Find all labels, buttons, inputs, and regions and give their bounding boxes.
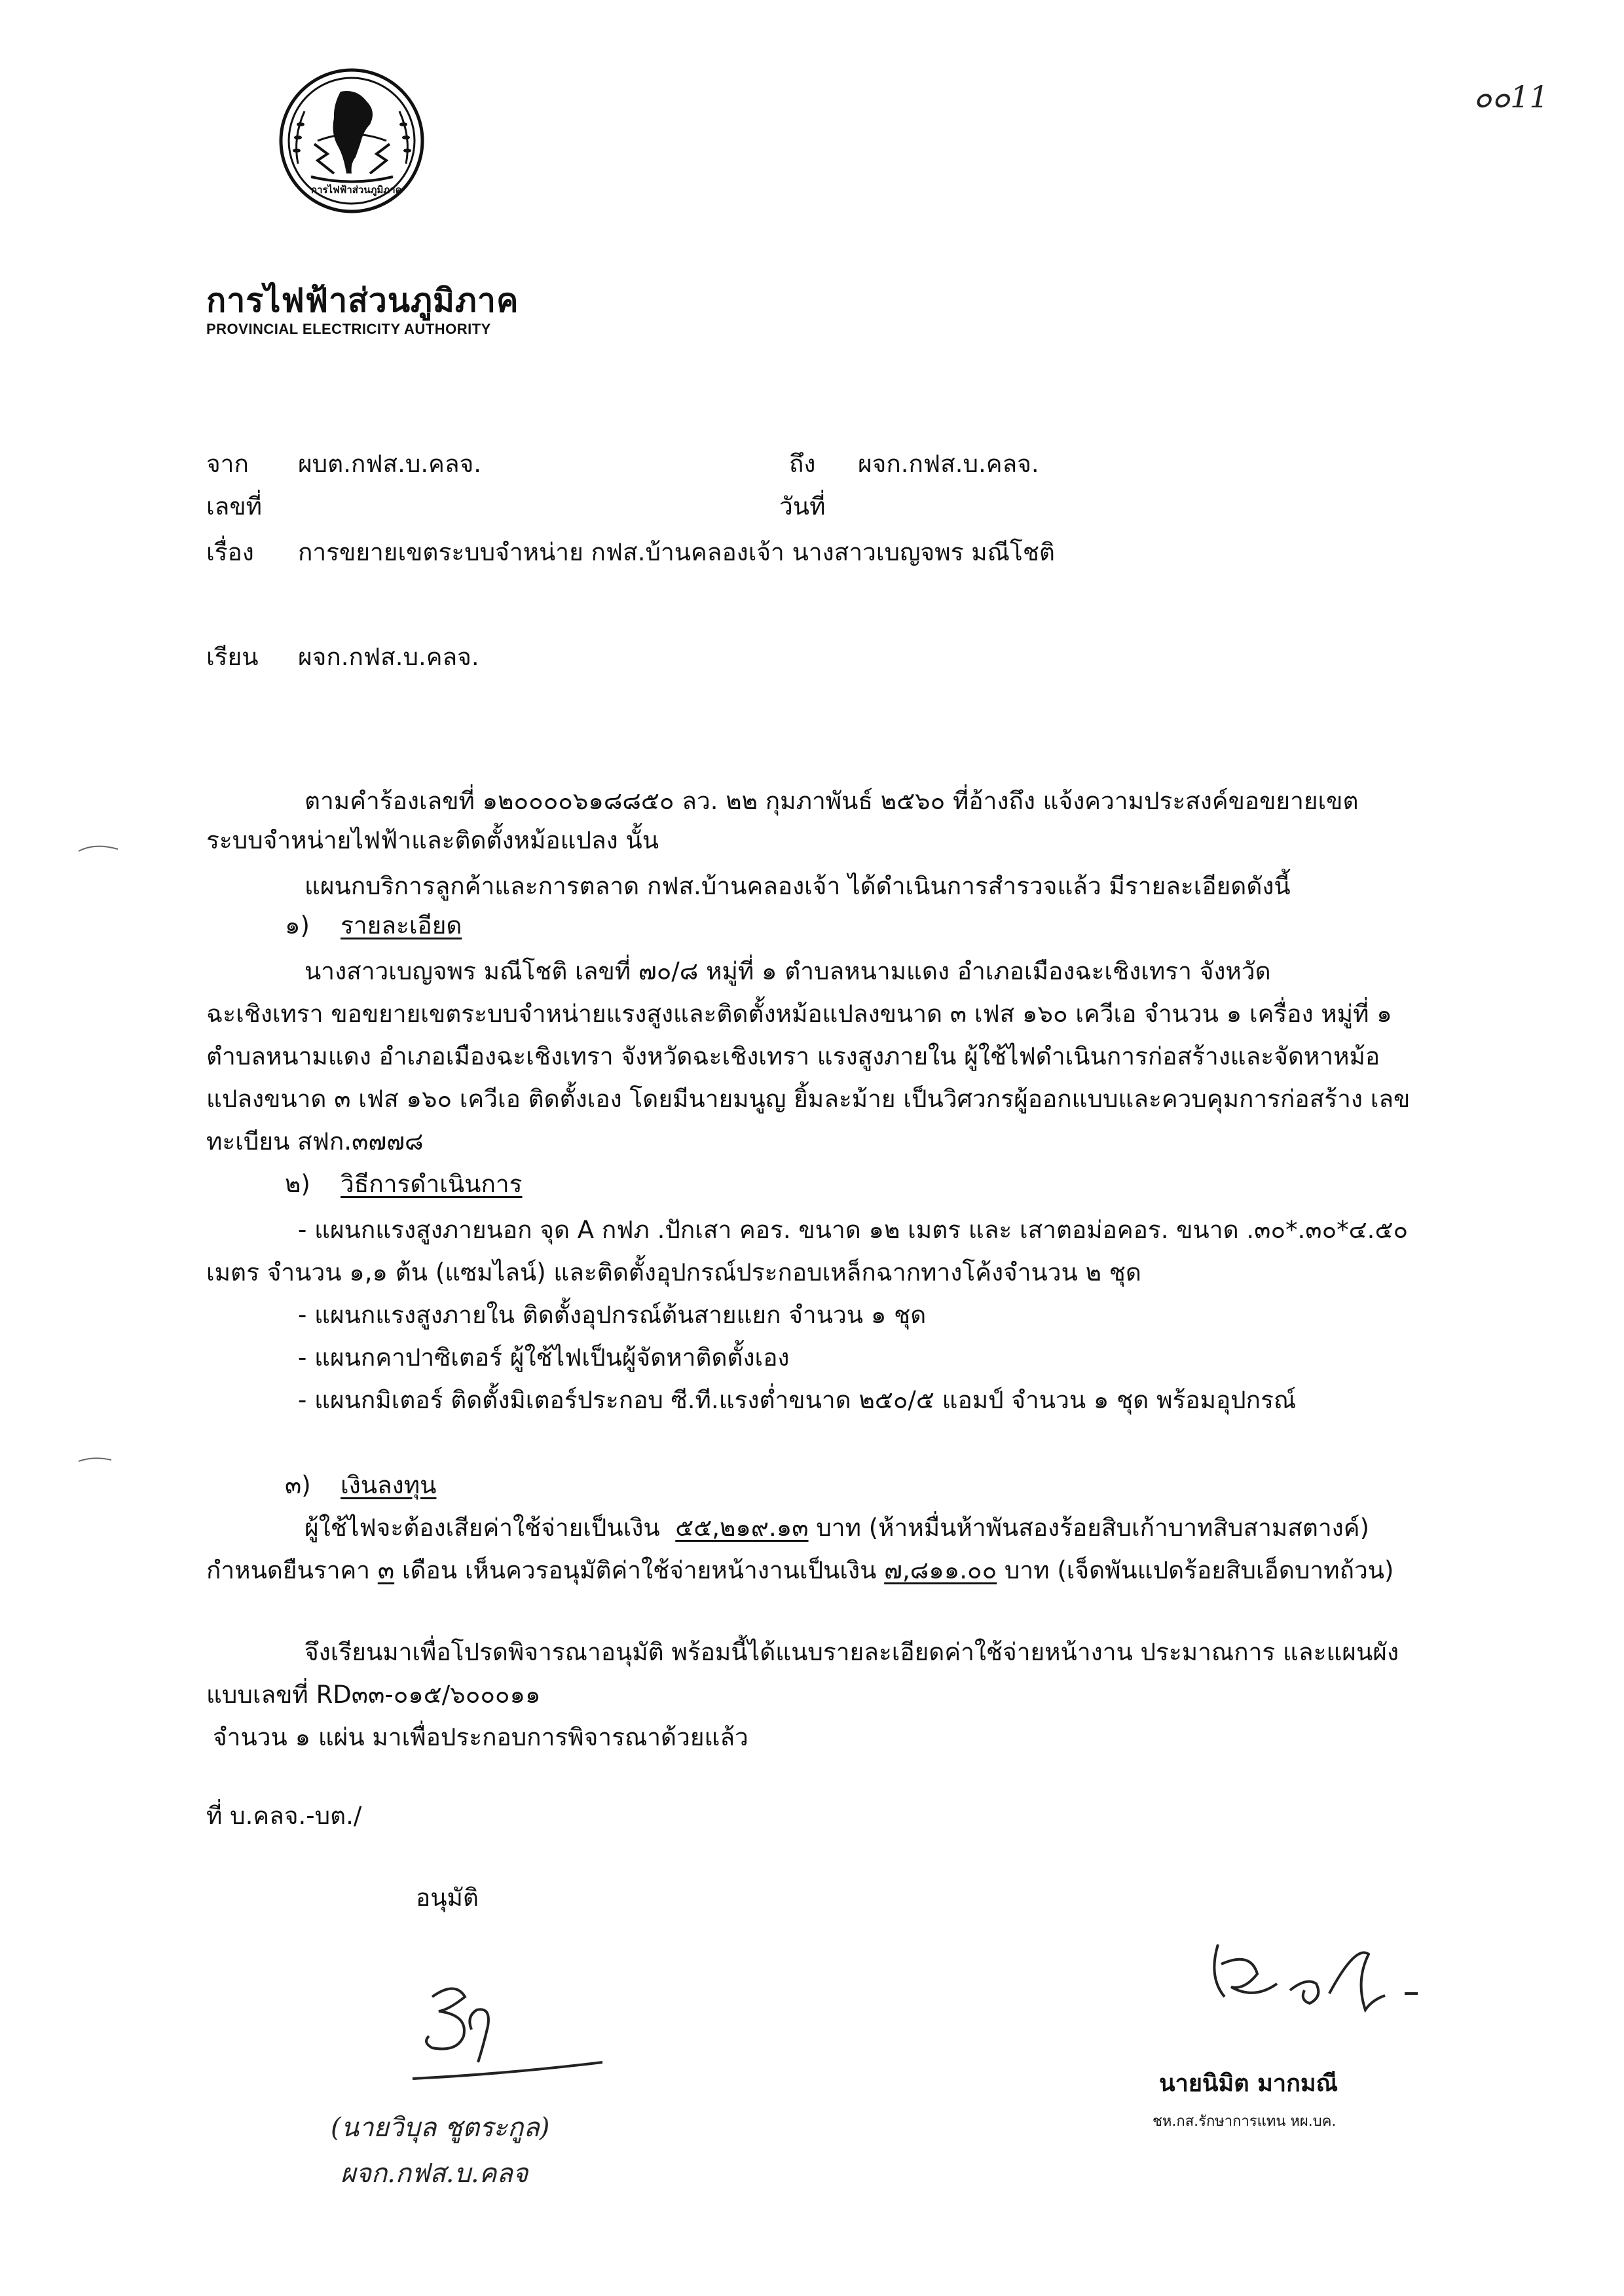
closing-line-1: จึงเรียนมาเพื่อโปรดพิจารณาอนุมัติ พร้อมนี้ได้แนบรายละเอียดค่าใช้จ่ายหน้างาน ประมาณการ และแผนผัง [304, 1638, 1399, 1666]
section-1-line-1: นางสาวเบญจพร มณีโชติ เลขที่ ๗๐/๘ หมู่ที่ ๑ ตำบลหนามแดง อำเภอเมืองฉะเชิงเทรา จังหวัด [304, 957, 1271, 985]
to-label: ถึง [789, 450, 816, 478]
section-3-line-1 [304, 1516, 1369, 1540]
from-label: จาก [206, 450, 249, 478]
closing-line-2: แบบเลขที่ RD๓๓-๐๑๕/๖๐๐๐๑๑ [206, 1681, 541, 1709]
approval-label: อนุมัติ [416, 1884, 479, 1912]
section-1-line-3: ตำบลหนามแดง อำเภอเมืองฉะเชิงเทรา จังหวัดฉะเชิงเทรา แรงสูงภายใน ผู้ใช้ไฟดำเนินการก่อสร้างและจัดหาหม้อ [206, 1042, 1380, 1070]
section-3-line-2 [206, 1558, 1393, 1582]
section-1-title: รายละเอียด [341, 911, 462, 939]
salutation-value: ผจก.กฟส.บ.คลจ. [298, 643, 479, 671]
site-cost-label: เดือน เห็นควรอนุมัติค่าใช้จ่ายหน้างานเป็นเงิน [401, 1556, 877, 1584]
right-signature [1192, 1918, 1434, 2049]
scan-mark [75, 1453, 115, 1467]
to-value: ผจก.กฟส.บ.คลจ. [858, 450, 1039, 478]
subject-value: การขยายเขตระบบจำหน่าย กฟส.บ้านคลองเจ้า นางสาวเบญจพร มณีโชติ [298, 538, 1055, 566]
price-validity-label: กำหนดยืนราคา [206, 1556, 371, 1584]
section-2-line-5: - แผนกมิเตอร์ ติดตั้งมิเตอร์ประกอบ ซี.ที.แรงต่ำขนาด ๒๕๐/๕ แอมป์ จำนวน ๑ ชุด พร้อมอุปกรณ์ [298, 1386, 1297, 1414]
section-2-line-4: - แผนกคาปาซิเตอร์ ผู้ใช้ไฟเป็นผู้จัดหาติดตั้งเอง [298, 1343, 790, 1372]
section-3-title: เงินลงทุน [341, 1471, 437, 1499]
right-signatory-name: นายนิมิต มากมณี [1159, 2070, 1338, 2097]
pea-seal-logo [278, 65, 426, 216]
from-value: ผบต.กฟส.บ.คลจ. [298, 450, 482, 478]
site-cost-amount: ๗,๘๑๑.๐๐ [884, 1556, 997, 1584]
cost-label: ผู้ใช้ไฟจะต้องเสียค่าใช้จ่ายเป็นเงิน [304, 1514, 660, 1542]
cost-amount: ๕๕,๒๑๙.๑๓ [675, 1514, 809, 1542]
site-cost-words: บาท (เจ็ดพันแปดร้อยสิบเอ็ดบาทถ้วน) [1004, 1556, 1394, 1584]
section-2-number: ๒) [285, 1170, 310, 1198]
intro-line-3: แผนกบริการลูกค้าและการตลาด กฟส.บ้านคลองเจ้า ได้ดำเนินการสำรวจแล้ว มีรายละเอียดดังนี้ [304, 872, 1291, 900]
right-signatory-title: ชห.กส.รักษาการแทน หผ.บค. [1153, 2113, 1337, 2130]
section-3-number: ๓) [285, 1471, 311, 1499]
intro-line-2: ระบบจำหน่ายไฟฟ้าและติดตั้งหม้อแปลง นั้น [206, 826, 659, 854]
section-1-number: ๑) [285, 911, 310, 939]
section-2-line-1: - แผนกแรงสูงภายนอก จุด A กฟภ .ปักเสา คอร. ขนาด ๑๒ เมตร และ เสาตอม่อคอร. ขนาด .๓๐*.๓๐*๔.๕๐ [298, 1216, 1409, 1244]
section-1-line-5: ทะเบียน สฟก.๓๗๗๘ [206, 1127, 424, 1156]
section-2-line-3: - แผนกแรงสูงภายใน ติดตั้งอุปกรณ์ต้นสายแยก จำนวน ๑ ชุด [298, 1301, 927, 1329]
left-signatory-title: ผจก.กฟส.บ.คลจ [341, 2159, 528, 2189]
intro-line-1: ตามคำร้องเลขที่ ๑๒๐๐๐๐๖๑๘๘๕๐ ลว. ๒๒ กุมภาพันธ์ ๒๕๖๐ ที่อ้างถึง แจ้งความประสงค์ขอขยายเขต [304, 787, 1359, 815]
left-signatory-name: (นายวิบุล ชูตระกูล) [331, 2113, 550, 2143]
number-label: เลขที่ [206, 492, 263, 520]
org-name-english: PROVINCIAL ELECTRICITY AUTHORITY [206, 321, 491, 337]
page-number: ๐๐11 [1473, 79, 1549, 115]
section-2-line-2: เมตร จำนวน ๑,๑ ต้น (แซมไลน์) และติดตั้งอุปกรณ์ประกอบเหล็กฉากทางโค้งจำนวน ๒ ชุด [206, 1258, 1141, 1286]
price-validity-months: ๓ [377, 1556, 395, 1584]
scan-mark [75, 841, 121, 854]
closing-line-3: จำนวน ๑ แผ่น มาเพื่อประกอบการพิจารณาด้วยแล้ว [213, 1723, 748, 1751]
subject-label: เรื่อง [206, 538, 254, 566]
section-2-title: วิธีการดำเนินการ [341, 1170, 523, 1198]
date-label: วันที่ [779, 492, 826, 520]
section-1-line-2: ฉะเชิงเทรา ขอขยายเขตระบบจำหน่ายแรงสูงและติดตั้งหม้อแปลงขนาด ๓ เฟส ๑๖๐ เควีเอ จำนวน ๑ เครื่อง หมู่ที่ ๑ [206, 1000, 1392, 1028]
section-1-line-4: แปลงขนาด ๓ เฟส ๑๖๐ เควีเอ ติดตั้งเอง โดยมีนายมนูญ ยิ้มละม้าย เป็นวิศวกรผู้ออกแบบและควบคุมการก่อสร้าง เลข [206, 1085, 1411, 1113]
reference-number: ที่ บ.คลจ.-บต./ [206, 1802, 362, 1830]
left-signature [393, 1964, 609, 2108]
salutation-label: เรียน [206, 643, 259, 671]
org-name-thai: การไฟฟ้าส่วนภูมิภาค [206, 282, 519, 319]
cost-words: บาท (ห้าหมื่นห้าพันสองร้อยสิบเก้าบาทสิบสามสตางค์) [816, 1514, 1369, 1542]
seal-text: การไฟฟ้าส่วนภูมิภาค [311, 184, 402, 196]
